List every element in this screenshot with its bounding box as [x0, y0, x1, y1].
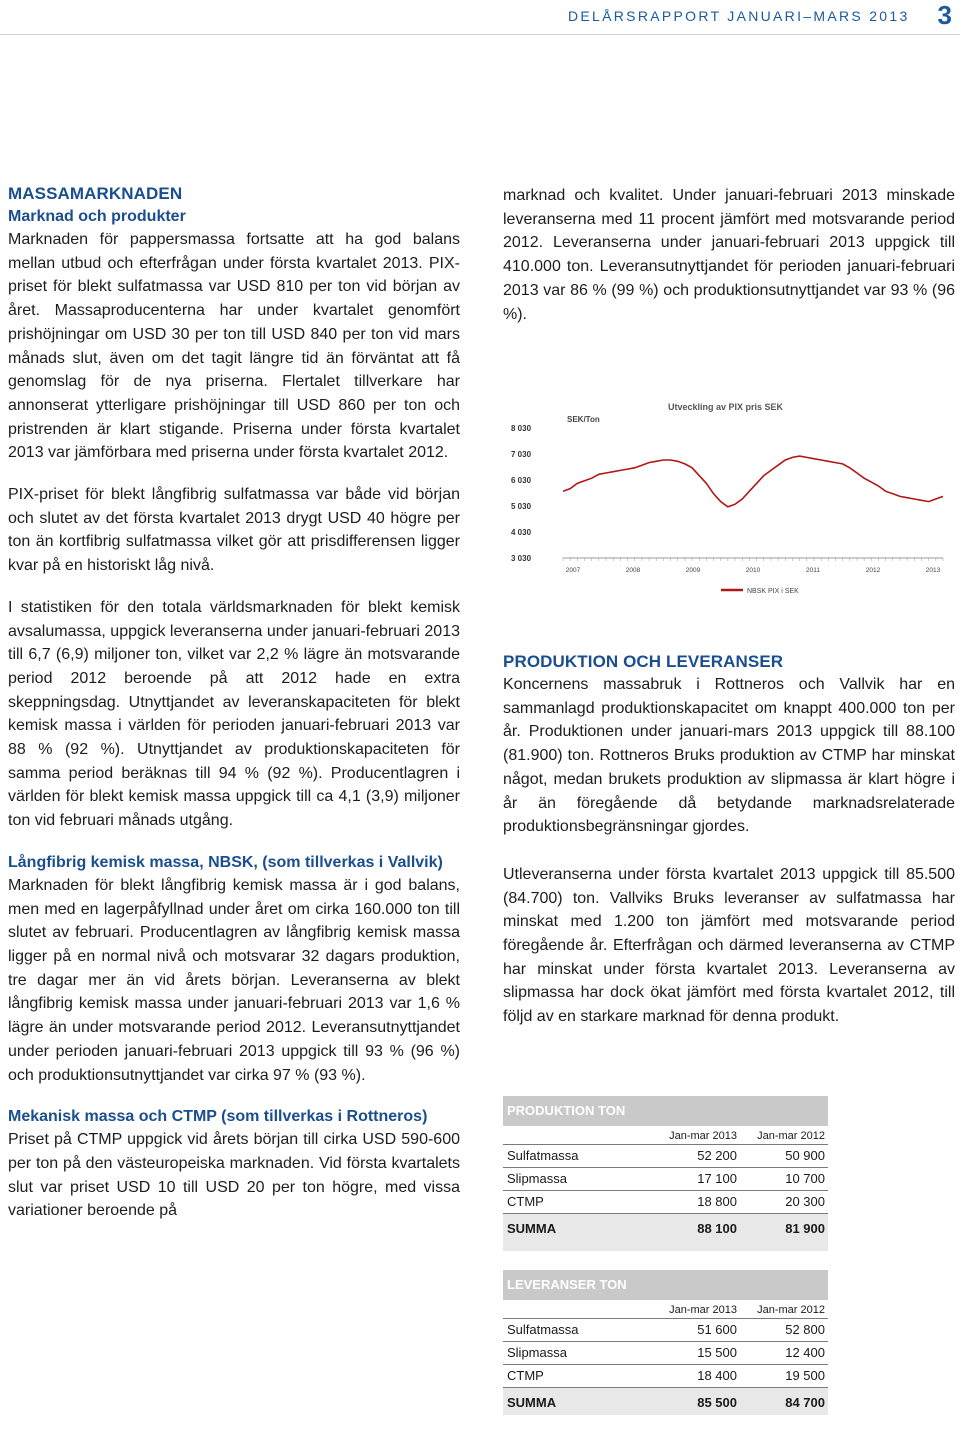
row-value-2013: 51 600: [697, 1322, 737, 1337]
table-row: [503, 1191, 828, 1214]
paragraph-production: Koncernens massabruk i Rottneros och Vallvik har en sammanlagd produktionskapacitet om knappt 400.000 ton per år. Produktionen under januari-mars 2013 uppgick till 88.100 (81.900) ton. Rottneros Bruks produktion av CTMP har minskat något, medan brukets produktion av slipmassa är klart högre i år än föregående då betydande marknadsrelaterade produktionsbegränsningar gjordes.: [503, 676, 955, 836]
row-value-2012: 50 900: [785, 1148, 825, 1163]
x-year-label: 2008: [625, 567, 641, 574]
paragraph-deliveries: Utleveranserna under första kvartalet 2013 uppgick till 85.500 (84.700) ton. Vallviks Bruks leveranser av sulfatmassa har minskat med 1.200 ton jämfört med motsvarande period föregående år. Efterfrågan och därmed leveranserna av CTMP har minskat under första kvartalet 2013. Leveranserna av slipmassa har dock ökat jämfört med första kvartalet 2012, till följd av en starkare marknad för denna produkt.: [503, 865, 955, 1026]
page-number: 3: [937, 0, 952, 30]
chart-title: Utveckling av PIX pris SEK: [668, 402, 784, 412]
row-label: Slipmassa: [507, 1171, 567, 1186]
chart-y-axis-label: SEK/Ton: [567, 415, 600, 424]
row-label: Sulfatmassa: [507, 1322, 579, 1337]
sum-value-2012: 81 900: [785, 1221, 825, 1236]
report-header-title: DELÅRSRAPPORT JANUARI–MARS 2013: [568, 8, 910, 24]
row-value-2013: 52 200: [697, 1148, 737, 1163]
subtitle-marknad: Marknad och produkter: [8, 208, 186, 225]
deliveries-table: [503, 1270, 828, 1415]
y-tick-label: 7 030: [511, 450, 532, 459]
row-value-2013: 15 500: [697, 1345, 737, 1360]
y-tick-label: 4 030: [511, 528, 532, 537]
paragraph-nbsk: Marknaden för blekt långfibrig kemisk massa är i god balans, men med en lagerpåfyllnad under året om cirka 160.000 ton till slutet av februari. Producentlagren av långfibrig kemisk massa ligger på en normal nivå och motsvarar 32 dagars produktion, tre dagar mer än vid årets början. Leveranserna av blekt långfibrig kemisk massa under januari-februari 2013 var 1,6 % lägre än under motsvarande period 2012. Leveransutnyttjandet under perioden januari-februari 2013 uppgick till 93 % (96 %) och produktionsutnyttjandet var cirka 97 % (93 %).: [8, 876, 460, 1084]
row-value-2012: 12 400: [785, 1345, 825, 1360]
pix-price-chart: [503, 398, 955, 604]
table-sum-row: [503, 1214, 828, 1241]
row-label: CTMP: [507, 1194, 544, 1209]
y-tick-label: 6 030: [511, 476, 532, 485]
x-year-label: 2010: [745, 567, 761, 574]
row-value-2012: 19 500: [785, 1368, 825, 1383]
paragraph-market-intro: Marknaden för pappersmassa fortsatte att ha god balans mellan utbud och efterfrågan under första kvartalet 2013. PIX-priset för blekt sulfatmassa var USD 810 per ton vid början av året. Massaproducenterna har under kvartalet genomfört prishöjningar om USD 30 per ton till USD 840 per ton vid mars månads slut, även om det tagit längre tid än förväntat att få genomslag för de nya priserna. Flertalet tillverkare har annonserat ytterligare prishöjningar till USD 860 per ton och pristrenden är klart stigande. Priserna under första kvartalet 2013 var jämförbara med priserna under första kvartalet 2012.: [8, 231, 460, 462]
table-row: [503, 1319, 828, 1342]
table-row: [503, 1168, 828, 1191]
paragraph-world-statistics: I statistiken för den totala världsmarknaden för blekt kemisk avsalumassa, uppgick leveranserna under januari-februari 2013 till 6,7 (6,9) miljoner ton, vilket var 2,2 % lägre än motsvarande period 2012 beroende på att 2012 hade en extra skeppningsdag. Utnyttjandet av leveranskapaciteten för blekt kemisk massa i världen för perioden januari-februari 2013 var 88 % (92 %). Utnyttjandet av produktionskapaciteten för samma period beräknas till 94 % (92 %). Producentlagren i världen för blekt kemisk massa uppgick till ca 4,1 (3,9) miljoner ton vid februari månads utgång.: [8, 598, 460, 830]
legend-label: NBSK PIX i SEK: [747, 588, 799, 595]
table-row: [503, 1145, 828, 1168]
col-header-2012: Jan-mar 2012: [757, 1304, 825, 1316]
row-label: CTMP: [507, 1368, 544, 1383]
y-tick-label: 3 030: [511, 554, 532, 563]
chart-x-axis: [563, 558, 943, 574]
row-label: Slipmassa: [507, 1345, 567, 1360]
production-table-title: PRODUKTION TON: [503, 1096, 828, 1126]
section-title-produktion: PRODUKTION OCH LEVERANSER: [503, 652, 784, 671]
x-year-label: 2009: [685, 567, 701, 574]
row-label: Sulfatmassa: [507, 1148, 579, 1163]
deliveries-table-header: [503, 1302, 828, 1319]
row-value-2013: 18 800: [697, 1194, 737, 1209]
x-year-label: 2007: [565, 567, 581, 574]
chart-legend: [721, 588, 799, 595]
table-sum-row: [503, 1388, 828, 1415]
paragraph-ctmp-continued: marknad och kvalitet. Under januari-februari 2013 minskade leveranserna med 11 procent jämfört med motsvarande period 2012. Leveranserna under januari-februari 2013 uppgick till 410.000 ton. Leveransutnyttjandet för perioden januari-februari 2013 var 86 % (99 %) och produktionsutnyttjandet var 93 % (96 %).: [503, 187, 955, 323]
col-header-2012: Jan-mar 2012: [757, 1130, 825, 1142]
y-tick-label: 5 030: [511, 502, 532, 511]
right-column-top: [503, 184, 955, 326]
col-header-2013: Jan-mar 2013: [669, 1130, 737, 1142]
table-row: [503, 1365, 828, 1388]
section-title-massamarknaden: MASSAMARKNADEN: [8, 184, 183, 203]
row-value-2012: 10 700: [785, 1171, 825, 1186]
x-year-label: 2013: [925, 567, 941, 574]
chart-series: [563, 456, 943, 507]
row-value-2013: 17 100: [697, 1171, 737, 1186]
heading-ctmp: Mekanisk massa och CTMP (som tillverkas i Rottneros): [8, 1108, 428, 1126]
sum-value-2013: 88 100: [697, 1221, 737, 1236]
sum-label: SUMMA: [507, 1221, 557, 1236]
y-tick-label: 8 030: [511, 424, 532, 433]
row-value-2012: 52 800: [785, 1322, 825, 1337]
table-row: [503, 1342, 828, 1365]
paragraph-ctmp: Priset på CTMP uppgick vid årets början till cirka USD 590-600 per ton på den västeuropeiska marknaden. Vid första kvartalets slut var priset USD 10 till USD 20 per ton högre, med vissa variationer beroende på: [8, 1131, 460, 1220]
production-table-header: [503, 1128, 828, 1145]
row-value-2013: 18 400: [697, 1368, 737, 1383]
sum-label: SUMMA: [507, 1395, 557, 1410]
sum-value-2013: 85 500: [697, 1395, 737, 1410]
right-column-production: [503, 650, 955, 1029]
sum-value-2012: 84 700: [785, 1395, 825, 1410]
heading-nbsk: Långfibrig kemisk massa, NBSK, (som tillverkas i Vallvik): [8, 853, 443, 871]
x-year-label: 2012: [865, 567, 881, 574]
row-value-2012: 20 300: [785, 1194, 825, 1209]
deliveries-table-title: LEVERANSER TON: [503, 1270, 828, 1300]
chart-svg: [503, 398, 955, 604]
production-table: [503, 1096, 828, 1251]
series-line-nbsk: [563, 456, 943, 507]
left-column: [8, 182, 460, 1223]
header-divider: [0, 34, 960, 35]
paragraph-pix-long-fiber: PIX-priset för blekt långfibrig sulfatmassa var både vid början och slutet av det första kvartalet 2013 drygt USD 40 högre per ton än kortfibrig sulfatmassa vilket gör att prisdifferensen ligger kvar på en historiskt låg nivå.: [8, 486, 460, 575]
chart-y-ticks: [511, 424, 532, 563]
col-header-2013: Jan-mar 2013: [669, 1304, 737, 1316]
x-year-label: 2011: [806, 567, 820, 574]
